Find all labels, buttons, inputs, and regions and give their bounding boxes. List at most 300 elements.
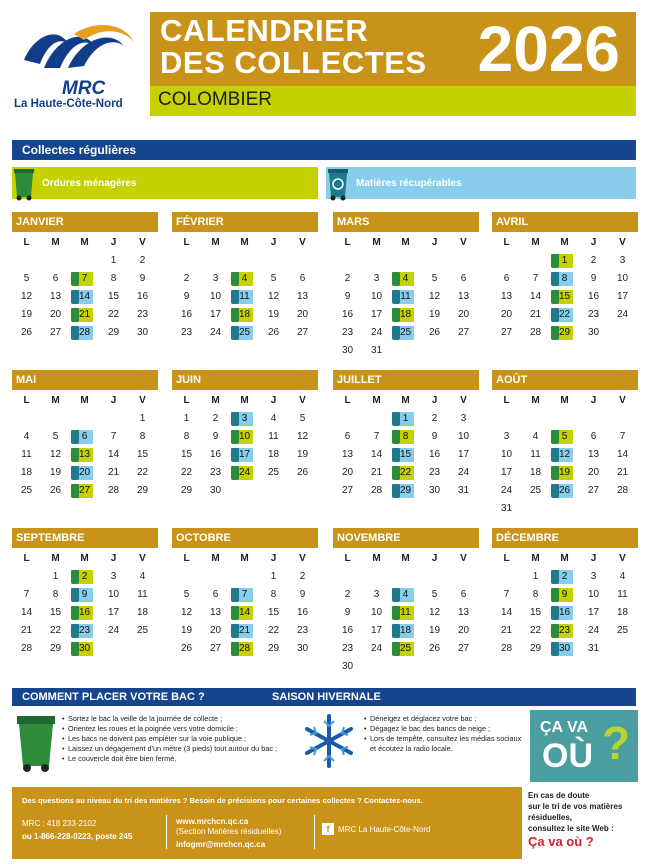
month-name: DÉCEMBRE — [492, 528, 638, 548]
month-name: AVRIL — [492, 212, 638, 232]
garbage-collection-day: 11 — [391, 604, 420, 622]
day-cell: 14 — [20, 607, 33, 618]
day-cell: 5 — [270, 273, 277, 284]
weekday-header — [172, 234, 318, 252]
day-cell: 28 — [107, 485, 120, 496]
week-row — [333, 306, 479, 324]
week-row — [492, 482, 638, 500]
day-cell: 8 — [52, 589, 59, 600]
month-name: MAI — [12, 370, 158, 390]
how-tips — [62, 714, 282, 764]
week-row — [12, 252, 158, 270]
day-cell — [420, 658, 449, 676]
day-cell: 7 — [23, 589, 30, 600]
day-cell: 23 — [209, 467, 222, 478]
day-cell: 29 — [49, 643, 62, 654]
weekday-label: V — [139, 553, 146, 564]
weekday-header — [12, 234, 158, 252]
garbage-collection-day: 7 — [70, 270, 99, 288]
garbage-collection-day: 5 — [550, 428, 579, 446]
day-cell: 15 — [107, 291, 120, 302]
recycling-collection-day: 11 — [230, 288, 259, 306]
garbage-collection-day: 2 — [70, 568, 99, 586]
title-box — [150, 12, 636, 86]
how-tip: • Orientez les roues et la poignée vers votre domicile ; — [62, 724, 282, 734]
day-cell — [362, 658, 391, 676]
day-cell: 17 — [616, 291, 629, 302]
day-cell: 27 — [587, 485, 600, 496]
note-line: En cas de doute — [528, 791, 590, 800]
weekday-label: M — [211, 553, 220, 564]
day-cell: 30 — [341, 661, 354, 672]
day-cell: 3 — [373, 273, 380, 284]
day-cell — [492, 410, 521, 428]
divider — [314, 815, 315, 849]
day-cell — [128, 640, 157, 658]
weekday-header — [333, 234, 479, 252]
ca-va-ou-logo[interactable] — [530, 710, 638, 782]
day-cell: 12 — [20, 291, 33, 302]
weekday-header — [172, 550, 318, 568]
day-cell: 9 — [344, 291, 351, 302]
weekday-label: L — [23, 395, 30, 406]
day-cell — [492, 252, 521, 270]
week-row — [172, 428, 318, 446]
day-cell: 26 — [428, 643, 441, 654]
day-cell: 3 — [373, 589, 380, 600]
recycling-collection-day: 30 — [550, 640, 579, 658]
day-cell — [172, 568, 201, 586]
day-cell: 10 — [616, 273, 629, 284]
month-0 — [12, 212, 158, 342]
garbage-collection-day: 4 — [230, 270, 259, 288]
weekday-label: V — [619, 395, 626, 406]
week-row — [492, 324, 638, 342]
day-cell: 21 — [500, 625, 513, 636]
legend-garbage-label: Ordures ménagères — [42, 178, 137, 189]
week-row — [172, 482, 318, 500]
weekday-label: L — [183, 395, 190, 406]
day-cell: 18 — [20, 467, 33, 478]
note-line: consultez le site Web : — [528, 824, 614, 833]
day-cell: 16 — [296, 607, 309, 618]
day-cell — [579, 500, 608, 518]
weekday-label: L — [344, 237, 351, 248]
recycling-collection-day: 18 — [391, 622, 420, 640]
weekday-header — [492, 550, 638, 568]
day-cell: 2 — [590, 255, 597, 266]
day-cell: 9 — [212, 431, 219, 442]
recycling-collection-day: 29 — [391, 482, 420, 500]
day-cell: 10 — [209, 291, 222, 302]
garbage-collection-day: 14 — [230, 604, 259, 622]
day-cell: 24 — [500, 485, 513, 496]
recycling-collection-day: 1 — [391, 410, 420, 428]
day-cell: 6 — [52, 273, 59, 284]
garbage-collection-day: 25 — [391, 640, 420, 658]
day-cell: 10 — [587, 589, 600, 600]
weekday-label: M — [560, 395, 569, 406]
note-line: sur le tri de vos matières — [528, 802, 623, 811]
day-cell: 2 — [344, 273, 351, 284]
week-row — [492, 288, 638, 306]
day-cell: 12 — [296, 431, 309, 442]
day-cell — [521, 410, 550, 428]
day-cell — [420, 252, 449, 270]
week-row — [12, 640, 158, 658]
week-row — [492, 622, 638, 640]
day-cell — [288, 252, 317, 270]
day-cell: 24 — [209, 327, 222, 338]
day-cell: 1 — [110, 255, 117, 266]
day-cell: 21 — [529, 309, 542, 320]
day-cell: 17 — [587, 607, 600, 618]
day-cell: 17 — [370, 625, 383, 636]
weekday-label: M — [531, 237, 540, 248]
day-cell: 27 — [457, 327, 470, 338]
day-cell — [41, 252, 70, 270]
week-row — [172, 410, 318, 428]
day-cell — [172, 252, 201, 270]
legend-recycling — [326, 167, 636, 199]
website-link[interactable]: www.mrchcn.qc.ca — [176, 817, 249, 826]
week-row — [333, 428, 479, 446]
week-row — [333, 622, 479, 640]
weekday-label: J — [431, 553, 438, 564]
phone-toll-free[interactable]: ou 1-866-228-0223, poste 245 — [22, 832, 133, 841]
day-cell: 23 — [180, 327, 193, 338]
weekday-label: J — [270, 395, 277, 406]
how-tip: • Laissez un dégagement d'un mètre (3 pieds) tout autour du bac ; — [62, 744, 282, 754]
week-row — [172, 622, 318, 640]
year: 2026 — [477, 13, 620, 85]
phone-primary[interactable]: MRC : 418 233-2102 — [22, 819, 97, 828]
day-cell: 8 — [183, 431, 190, 442]
month-name: JANVIER — [12, 212, 158, 232]
week-row — [172, 446, 318, 464]
day-cell: 6 — [590, 431, 597, 442]
contact-facebook[interactable] — [326, 823, 431, 835]
day-cell — [230, 482, 259, 500]
recycling-collection-day: 21 — [230, 622, 259, 640]
recycling-collection-day: 25 — [230, 324, 259, 342]
week-row — [172, 324, 318, 342]
day-cell: 16 — [428, 449, 441, 460]
weekday-header — [492, 234, 638, 252]
day-cell — [362, 410, 391, 428]
day-cell: 16 — [209, 449, 222, 460]
day-cell — [12, 252, 41, 270]
day-cell: 18 — [616, 607, 629, 618]
day-cell — [391, 252, 420, 270]
day-cell: 24 — [587, 625, 600, 636]
weekday-label: M — [211, 395, 220, 406]
day-cell: 11 — [21, 449, 32, 460]
weekday-label: M — [240, 395, 249, 406]
legend-recycling-label: Matières récupérables — [356, 178, 462, 189]
week-row — [492, 464, 638, 482]
recycling-collection-day: 4 — [391, 586, 420, 604]
day-cell: 14 — [500, 607, 513, 618]
garbage-collection-day: 23 — [550, 622, 579, 640]
title-line-1: CALENDRIER — [160, 13, 369, 48]
cavaou-top: ÇA VA — [540, 719, 588, 736]
week-row — [12, 428, 158, 446]
month-name: MARS — [333, 212, 479, 232]
week-row — [12, 410, 158, 428]
day-cell: 13 — [500, 291, 513, 302]
day-cell: 7 — [503, 589, 510, 600]
day-cell — [521, 252, 550, 270]
day-cell: 5 — [431, 589, 438, 600]
day-cell: 15 — [529, 607, 542, 618]
day-cell: 5 — [299, 413, 306, 424]
day-cell: 26 — [267, 327, 280, 338]
garbage-collection-day: 19 — [550, 464, 579, 482]
month-name: JUILLET — [333, 370, 479, 390]
weekday-label: L — [23, 553, 30, 564]
week-row — [492, 446, 638, 464]
day-cell — [608, 410, 637, 428]
weekday-label: M — [240, 553, 249, 564]
day-cell: 19 — [267, 309, 280, 320]
garbage-collection-day: 13 — [70, 446, 99, 464]
winter-tips — [364, 714, 528, 754]
day-cell: 23 — [136, 309, 149, 320]
day-cell: 2 — [183, 273, 190, 284]
week-row — [492, 306, 638, 324]
weekday-label: M — [372, 395, 381, 406]
town-bar — [150, 86, 636, 116]
weekday-label: L — [503, 395, 510, 406]
day-cell: 16 — [180, 309, 193, 320]
day-cell: 27 — [49, 327, 62, 338]
day-cell: 17 — [370, 309, 383, 320]
week-row — [333, 342, 479, 360]
day-cell: 29 — [529, 643, 542, 654]
day-cell: 9 — [590, 273, 597, 284]
day-cell: 13 — [457, 291, 470, 302]
month-name: NOVEMBRE — [333, 528, 479, 548]
weekday-label: M — [80, 553, 89, 564]
how-tip: • Les bacs ne doivent pas empiéter sur la voie publique ; — [62, 734, 282, 744]
weekday-label: J — [110, 395, 117, 406]
day-cell: 3 — [619, 255, 626, 266]
day-cell: 16 — [136, 291, 149, 302]
weekday-label: M — [372, 553, 381, 564]
winter-tip: • Déneigez et déglacez votre bac ; — [364, 714, 528, 724]
day-cell: 29 — [136, 485, 149, 496]
day-cell: 21 — [20, 625, 33, 636]
day-cell: 13 — [49, 291, 62, 302]
contact-web — [176, 817, 281, 850]
day-cell — [608, 324, 637, 342]
week-row — [12, 270, 158, 288]
garbage-collection-day: 1 — [550, 252, 579, 270]
day-cell: 1 — [139, 413, 146, 424]
day-cell: 26 — [428, 327, 441, 338]
day-cell — [99, 640, 128, 658]
week-row — [12, 306, 158, 324]
day-cell: 10 — [370, 607, 383, 618]
day-cell — [521, 500, 550, 518]
email-link[interactable]: infogmr@mrchcn.qc.ca — [176, 840, 266, 849]
weekday-label: L — [183, 553, 190, 564]
day-cell: 20 — [341, 467, 354, 478]
day-cell: 11 — [268, 431, 279, 442]
day-cell: 3 — [110, 571, 117, 582]
weekday-label: M — [531, 553, 540, 564]
day-cell: 20 — [457, 309, 470, 320]
day-cell: 16 — [341, 309, 354, 320]
week-row — [492, 568, 638, 586]
day-cell: 27 — [341, 485, 354, 496]
day-cell: 20 — [49, 309, 62, 320]
town-name: COLOMBIER — [158, 89, 273, 110]
weekday-label: V — [460, 553, 467, 564]
garbage-collection-day: 18 — [230, 306, 259, 324]
day-cell: 7 — [532, 273, 539, 284]
day-cell: 20 — [296, 309, 309, 320]
week-row — [172, 306, 318, 324]
weekday-label: J — [590, 553, 597, 564]
title-line-2: DES COLLECTES — [160, 45, 427, 80]
day-cell — [550, 500, 579, 518]
how-tip: • Sortez le bac la veille de la journée de collecte ; — [62, 714, 282, 724]
day-cell: 10 — [500, 449, 513, 460]
note-line: résiduelles, — [528, 813, 573, 822]
blue-recycling-bin-icon — [324, 165, 352, 201]
day-cell: 25 — [529, 485, 542, 496]
day-cell: 12 — [180, 607, 193, 618]
garbage-collection-day: 21 — [70, 306, 99, 324]
month-8 — [12, 528, 158, 658]
day-cell — [391, 342, 420, 360]
day-cell: 14 — [529, 291, 542, 302]
day-cell: 24 — [370, 327, 383, 338]
day-cell: 22 — [529, 625, 542, 636]
garbage-collection-day: 8 — [391, 428, 420, 446]
day-cell: 21 — [616, 467, 629, 478]
cavaou-question: ? — [602, 717, 631, 769]
month-name: AOÛT — [492, 370, 638, 390]
day-cell: 28 — [529, 327, 542, 338]
day-cell: 15 — [180, 449, 193, 460]
weekday-label: L — [344, 395, 351, 406]
weekday-label: M — [531, 395, 540, 406]
week-row — [172, 586, 318, 604]
day-cell: 21 — [107, 467, 120, 478]
day-cell: 31 — [587, 643, 600, 654]
day-cell — [230, 252, 259, 270]
day-cell: 30 — [428, 485, 441, 496]
day-cell: 8 — [270, 589, 277, 600]
day-cell: 20 — [209, 625, 222, 636]
green-bin-icon — [14, 712, 58, 774]
day-cell: 7 — [373, 431, 380, 442]
week-row — [333, 270, 479, 288]
day-cell: 1 — [183, 413, 190, 424]
day-cell: 13 — [457, 607, 470, 618]
week-row — [492, 252, 638, 270]
day-cell: 9 — [139, 273, 146, 284]
weekday-label: M — [51, 237, 60, 248]
day-cell — [230, 568, 259, 586]
recycling-collection-day: 26 — [550, 482, 579, 500]
day-cell: 20 — [500, 309, 513, 320]
weekday-label: V — [299, 553, 306, 564]
week-row — [172, 464, 318, 482]
day-cell: 22 — [107, 309, 120, 320]
day-cell: 22 — [49, 625, 62, 636]
week-row — [12, 464, 158, 482]
day-cell: 26 — [49, 485, 62, 496]
recycling-collection-day: 17 — [230, 446, 259, 464]
weekday-header — [12, 392, 158, 410]
day-cell — [12, 568, 41, 586]
weekday-label: V — [299, 237, 306, 248]
week-row — [12, 482, 158, 500]
day-cell: 12 — [428, 291, 441, 302]
weekday-label: J — [590, 237, 597, 248]
day-cell: 12 — [49, 449, 62, 460]
day-cell: 29 — [267, 643, 280, 654]
day-cell: 10 — [370, 291, 383, 302]
cavaou-site-link[interactable]: Ça va où ? — [528, 834, 594, 849]
day-cell: 30 — [341, 345, 354, 356]
garbage-collection-day: 18 — [391, 306, 420, 324]
day-cell: 6 — [460, 589, 467, 600]
weekday-label: J — [110, 553, 117, 564]
week-row — [333, 252, 479, 270]
day-cell: 22 — [180, 467, 193, 478]
day-cell: 6 — [212, 589, 219, 600]
day-cell — [201, 252, 230, 270]
week-row — [12, 324, 158, 342]
day-cell: 15 — [49, 607, 62, 618]
day-cell: 3 — [503, 431, 510, 442]
day-cell — [201, 568, 230, 586]
day-cell — [608, 640, 637, 658]
week-row — [333, 586, 479, 604]
weekday-label: L — [503, 237, 510, 248]
week-row — [333, 446, 479, 464]
day-cell: 16 — [587, 291, 600, 302]
day-cell — [70, 410, 99, 428]
week-row — [333, 464, 479, 482]
garbage-collection-day: 15 — [550, 288, 579, 306]
week-row — [333, 410, 479, 428]
day-cell — [608, 500, 637, 518]
recycling-collection-day: 23 — [70, 622, 99, 640]
how-tip: • Le couvercle doit être bien fermé. — [62, 754, 282, 764]
weekday-label: M — [560, 237, 569, 248]
facebook-icon: f — [322, 823, 334, 835]
day-cell: 3 — [460, 413, 467, 424]
weekday-label: M — [560, 553, 569, 564]
week-row — [333, 604, 479, 622]
day-cell: 10 — [107, 589, 120, 600]
recycling-collection-day: 25 — [391, 324, 420, 342]
day-cell: 10 — [457, 431, 470, 442]
week-row — [12, 568, 158, 586]
day-cell: 9 — [299, 589, 306, 600]
weekday-header — [492, 392, 638, 410]
day-cell: 9 — [183, 291, 190, 302]
weekday-label: M — [211, 237, 220, 248]
week-row — [172, 640, 318, 658]
day-cell: 19 — [428, 625, 441, 636]
